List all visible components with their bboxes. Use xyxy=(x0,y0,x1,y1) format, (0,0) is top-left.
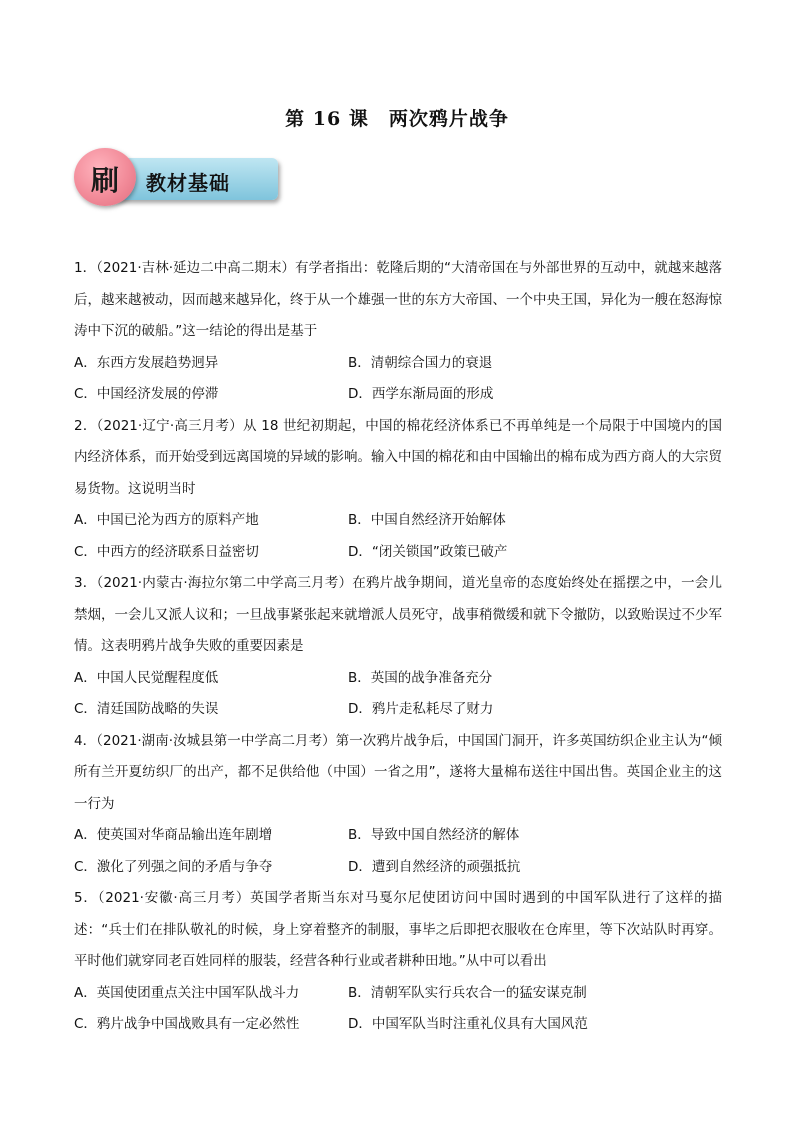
option-a[interactable]: A．东西方发展趋势迥异 xyxy=(74,354,219,371)
question-stem: 1．（2021·吉林·延边二中高二期末）有学者指出：乾隆后期的“大清帝国在与外部世界的互动中，就越来越落后，越来越被动，因而越来越异化，终于从一个雄强一世的东方大帝国、一个中央王国，异化为一艘在怒海惊涛中下沉的破船。”这一结论的得出是基于 xyxy=(74,260,722,339)
question-stem: 2．（2021·辽宁·高三月考）从 18 世纪初期起，中国的棉花经济体系已不再单纯是一个局限于中国境内的国内经济体系，而开始受到远离国境的异域的影响。输入中国的棉花和由中国输出的棉布成为西方商人的大宗贸易货物。这说明当时 xyxy=(74,417,722,497)
option-a[interactable]: A．使英国对华商品输出连年剧增 xyxy=(74,827,273,843)
option-d[interactable]: D．遭到自然经济的顽强抵抗 xyxy=(348,858,521,875)
banner-badge xyxy=(74,148,136,206)
option-b[interactable]: B．中国自然经济开始解体 xyxy=(348,512,506,528)
option-c[interactable]: C．中西方的经济联系日益密切 xyxy=(74,543,259,560)
option-d[interactable]: D．“闭关锁国”政策已破产 xyxy=(348,543,508,560)
question-3 xyxy=(74,568,722,726)
question-4 xyxy=(74,726,722,884)
banner-badge-text: 刷 xyxy=(90,164,119,197)
page-title: 第 16 课 两次鸦片战争 xyxy=(285,108,509,130)
option-c[interactable]: C．鸦片战争中国战败具有一定必然性 xyxy=(74,1016,300,1032)
option-d[interactable]: D．鸦片走私耗尽了财力 xyxy=(348,701,494,717)
option-d[interactable]: D．西学东渐局面的形成 xyxy=(348,386,494,402)
question-list xyxy=(74,253,722,1041)
option-b[interactable]: B．清朝综合国力的衰退 xyxy=(348,354,493,371)
banner-label: 教材基础 xyxy=(146,171,230,195)
option-a[interactable]: A．中国已沦为西方的原料产地 xyxy=(74,512,259,528)
option-c[interactable]: C．中国经济发展的停滞 xyxy=(74,386,219,402)
option-a[interactable]: A．英国使团重点关注中国军队战斗力 xyxy=(74,984,300,1001)
option-c[interactable]: C．激化了列强之间的矛盾与争夺 xyxy=(74,858,273,875)
option-d[interactable]: D．中国军队当时注重礼仪具有大国风范 xyxy=(348,1016,588,1032)
question-5 xyxy=(74,883,722,1041)
question-stem: 4．（2021·湖南·汝城县第一中学高二月考）第一次鸦片战争后，中国国门洞开，许多英国纺织企业主认为“倾所有兰开夏纺织厂的出产，都不足供给他（中国）一省之用”，遂将大量棉布送往中国出售。英国企业主的这一行为 xyxy=(74,732,722,812)
option-a[interactable]: A．中国人民觉醒程度低 xyxy=(74,669,219,686)
question-1 xyxy=(74,253,722,411)
question-stem: 3．（2021·内蒙古·海拉尔第二中学高三月考）在鸦片战争期间，道光皇帝的态度始终处在摇摆之中，一会儿禁烟，一会儿又派人议和；一旦战事紧张起来就增派人员死守，战事稍微缓和就下令撤防，以致贻误过不少军情。这表明鸦片战争失败的重要因素是 xyxy=(74,575,722,654)
option-b[interactable]: B．清朝军队实行兵农合一的猛安谋克制 xyxy=(348,984,587,1001)
option-b[interactable]: B．英国的战争准备充分 xyxy=(348,669,493,686)
section-banner xyxy=(74,148,278,206)
question-stem: 5．（2021·安徽·高三月考）英国学者斯当东对马戛尔尼使团访问中国时遇到的中国军队进行了这样的描述：“兵士们在排队敬礼的时候，身上穿着整齐的制服，事毕之后即把衣服收在仓库里，等下次站队时再穿。平时他们就穿同老百姓同样的服装，经营各种行业或者耕种田地。”从中可以看出 xyxy=(74,890,722,969)
option-c[interactable]: C．清廷国防战略的失误 xyxy=(74,701,219,717)
question-2 xyxy=(74,411,722,569)
option-b[interactable]: B．导致中国自然经济的解体 xyxy=(348,827,520,843)
